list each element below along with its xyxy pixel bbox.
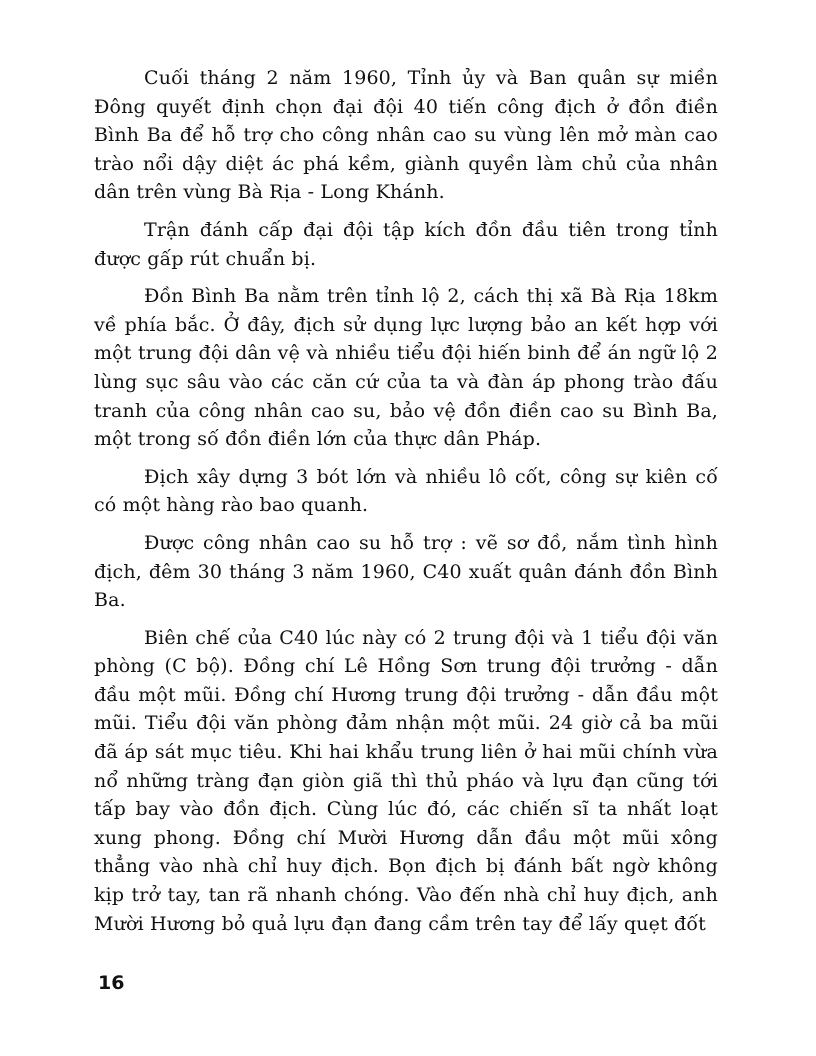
paragraph-1: Cuối tháng 2 năm 1960, Tỉnh ủy và Ban quân sự miền Đông quyết định chọn đại đội 40 tiến công địch ở đồn điền Bình Ba để hỗ trợ cho công nhân cao su vùng lên mở màn cao trào nổi dậy diệt ác phá kềm, giành quyền làm chủ của nhân dân trên vùng Bà Rịa - Long Khánh. <box>94 67 718 204</box>
paragraph-3: Đồn Bình Ba nằm trên tỉnh lộ 2, cách thị xã Bà Rịa 18km về phía bắc. Ở đây, địch sử dụng lực lượng bảo an kết hợp với một trung đội dân vệ và nhiều tiểu đội hiến binh để án ngữ lộ 2 lùng sục sâu vào các căn cứ của ta và đàn áp phong trào đấu tranh của công nhân cao su, bảo vệ đồn điền cao su Bình Ba, một trong số đồn điền lớn của thực dân Pháp. <box>94 285 718 451</box>
paragraph-4: Địch xây dựng 3 bót lớn và nhiều lô cốt, công sự kiên cố có một hàng rào bao quanh. <box>94 465 718 517</box>
paragraph-5: Được công nhân cao su hỗ trợ : vẽ sơ đồ, nắm tình hình địch, đêm 30 tháng 3 năm 1960, C40 xuất quân đánh đồn Bình Ba. <box>94 531 718 612</box>
paragraph-6: Biên chế của C40 lúc này có 2 trung đội và 1 tiểu đội văn phòng (C bộ). Đồng chí Lê Hồng Sơn trung đội trưởng - dẫn đầu một mũi. Đồng chí Hương trung đội trưởng - dẫn đầu một mũi. Tiểu đội văn phòng đảm nhận một mũi. 24 giờ cả ba mũi đã áp sát mục tiêu. Khi hai khẩu trung liên ở hai mũi chính vừa nổ những tràng đạn giòn giã thì thủ pháo và lựu đạn cũng tới tấp bay vào đồn địch. Cùng lúc đó, các chiến sĩ ta nhất loạt xung phong. Đồng chí Mười Hương dẫn đầu một mũi xông thẳng vào nhà chỉ huy địch. Bọn địch bị đánh bất ngờ không kịp trở tay, tan rã nhanh chóng. Vào đến nhà chỉ huy địch, anh Mười Hương bỏ quả lựu đạn đang cầm trên tay để lấy quẹt đốt <box>94 626 718 935</box>
page-number: 16 <box>98 972 125 994</box>
body-text <box>94 64 718 947</box>
paragraph-2: Trận đánh cấp đại đội tập kích đồn đầu tiên trong tỉnh được gấp rút chuẩn bị. <box>94 218 718 270</box>
